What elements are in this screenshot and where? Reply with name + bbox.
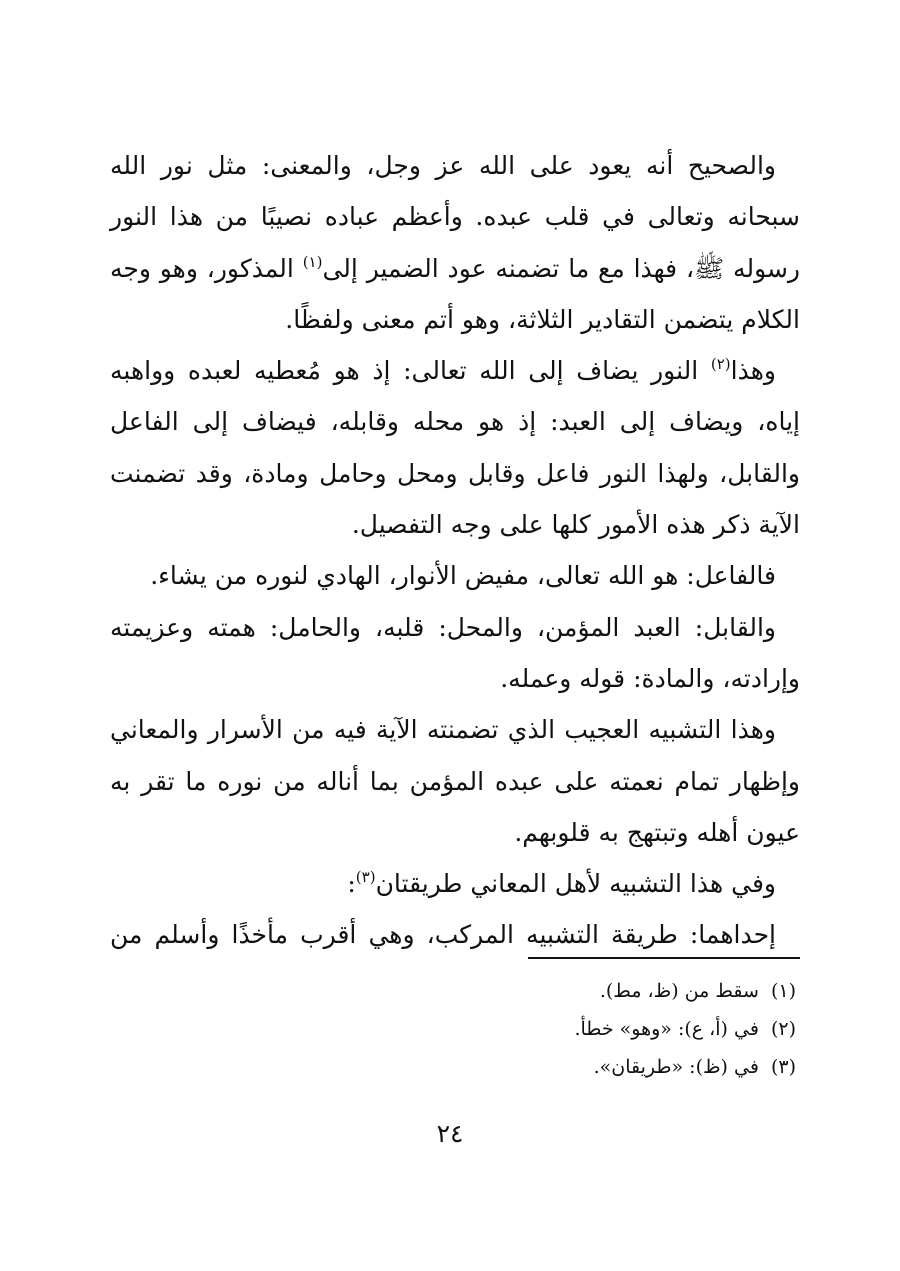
paragraph-6 <box>110 858 800 909</box>
footnote-number: (٢) <box>770 1018 796 1040</box>
paragraph-2-part-a: وهذا <box>730 356 776 386</box>
body-text <box>110 140 800 961</box>
footnote-text: في (ظ): «طريقان». <box>593 1056 759 1078</box>
footnote-number: (٣) <box>770 1056 796 1078</box>
paragraph-7: إحداهما: طريقة التشبيه المركب، وهي أقرب مأخذًا وأسلم من <box>110 920 776 950</box>
paragraph-5: وهذا التشبيه العجيب الذي تضمنته الآية فيه من الأسرار والمعاني وإظهار تمام نعمته على عبده المؤمن بما أناله من نوره ما تقر به عيون أهله وتبتهج به قلوبهم. <box>110 715 800 847</box>
footnote-text: في (أ، ع): «وهو» خطأ. <box>574 1018 759 1040</box>
footnotes <box>110 972 800 1086</box>
footnote-text: سقط من (ظ، مط). <box>599 980 759 1002</box>
paragraph-2-part-b: النور يضاف إلى الله تعالى: إذ هو مُعطيه لعبده وواهبه إياه، ويضاف إلى العبد: إذ هو محله وقابله، فيضاف إلى الفاعل والقابل، ولهذا النور فاعل وقابل ومحل وحامل ومادة، وقد تضمنت الآية ذكر هذه الأمور كلها على وجه التفصيل. <box>110 356 800 540</box>
paragraph-1 <box>110 140 800 345</box>
footnote-ref-1: (١) <box>302 252 323 271</box>
footnote-2 <box>110 1010 800 1048</box>
footnote-1 <box>110 972 800 1010</box>
paragraph-2 <box>110 345 800 550</box>
paragraph-6-part-a: وفي هذا التشبيه لأهل المعاني طريقتان <box>375 869 776 899</box>
footnote-3 <box>110 1048 800 1086</box>
page-number: ٢٤ <box>436 1119 464 1148</box>
paragraph-3: فالفاعل: هو الله تعالى، مفيض الأنوار، الهادي لنوره من يشاء. <box>150 561 776 591</box>
footnote-number: (١) <box>770 980 796 1002</box>
paragraph-1-part-b: المذكور، وهو وجه الكلام يتضمن التقادير الثلاثة، وهو أتم معنى ولفظًا. <box>110 253 800 334</box>
footnote-ref-2: (٢) <box>710 355 731 374</box>
paragraph-1-part-a: والصحيح أنه يعود على الله عز وجل، والمعنى: مثل نور الله سبحانه وتعالى في قلب عبده. وأعظم عباده نصيبًا من هذا النور رسوله ﷺ، فهذا مع ما تضمنه عود الضمير إلى <box>110 151 800 283</box>
paragraph-4: والقابل: العبد المؤمن، والمحل: قلبه، والحامل: همته وعزيمته وإرادته، والمادة: قوله وعمله. <box>110 612 800 693</box>
paragraph-6-part-b: : <box>347 869 356 899</box>
footnote-ref-3: (٣) <box>355 868 376 887</box>
footnote-divider <box>528 957 800 959</box>
